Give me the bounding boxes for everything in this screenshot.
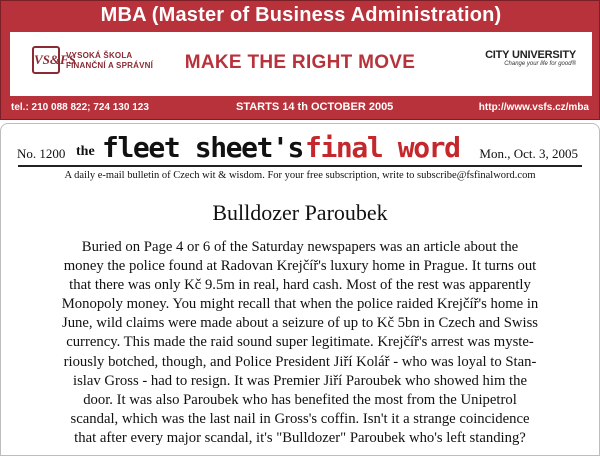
article-line: Buried on Page 4 or 6 of the Saturday newspapers was an article about the: [81, 239, 519, 255]
article-line: that there was only Kč 9.5m in real, hard cash. Most of the rest was apparently: [69, 277, 531, 294]
masthead-subtitle: A daily e-mail bulletin of Czech wit & wisdom. For your free subscription, write to subscribe@fsfinalword.com: [64, 170, 536, 181]
article-headline: Bulldozer Paroubek: [212, 200, 388, 225]
article-line: scandal, which was the last nail in Gross's coffin. Isn't it a strange coincidence: [70, 410, 530, 427]
mba-banner-ad[interactable]: [0, 0, 600, 120]
banner-url-link[interactable]: http://www.vsfs.cz/mba: [478, 102, 589, 113]
article-line: riously botched, though, and Police President Jiří Kolář - who was loyal to Stan-: [63, 353, 537, 370]
logo-line-2: FINANČNÍ A SPRÁVNÍ: [66, 61, 154, 70]
masthead-divider: [18, 165, 582, 167]
article-line: currency. This made the raid sound super legitimate. Krejčíř's arrest was myste-: [66, 334, 534, 351]
masthead-fleet-sheet: fleet sheet's: [102, 131, 303, 164]
partner-name: CITY UNIVERSITY: [485, 49, 576, 61]
article-line: money the police found at Radovan Krejčíř's luxury home in Prague. It turns out: [63, 258, 537, 275]
banner-title: MBA (Master of Business Administration): [100, 4, 502, 26]
banner-phone: tel.: 210 088 822; 724 130 123: [11, 102, 149, 113]
issue-number: No. 1200: [17, 146, 66, 161]
article-line: Monopoly money. You might recall that when the police raided Krejčíř's home in: [61, 296, 539, 313]
banner-panel: [10, 32, 592, 96]
article-line: islav Gross - had to resign. It was Premier Jiří Paroubek who showed him the: [72, 372, 527, 389]
masthead-final-word: final word: [305, 131, 460, 164]
banner-start-date: STARTS 14 th OCTOBER 2005: [236, 101, 394, 113]
article-line: June, wild claims were made about a seizure of up to Kč 5bn in Czech and Swiss: [62, 315, 538, 332]
article-body: [20, 238, 580, 448]
city-university-logo: [485, 49, 576, 67]
article-line: door. It was also Paroubek who has benefited the most from the Unipetrol: [83, 391, 517, 408]
masthead-the: the: [76, 144, 95, 159]
logo-line-1: VYSOKÁ ŠKOLA: [66, 51, 133, 60]
partner-tagline: Change your life for good®: [504, 61, 576, 67]
vsfs-logo-icon: VS&FS: [32, 46, 60, 74]
issue-date: Mon., Oct. 3, 2005: [479, 146, 578, 161]
vsfs-logo-text: [66, 51, 153, 71]
banner-slogan: MAKE THE RIGHT MOVE: [184, 52, 416, 73]
article-line: that after every major scandal, it's "Bulldozer" Paroubek who's left standing?: [74, 429, 526, 446]
